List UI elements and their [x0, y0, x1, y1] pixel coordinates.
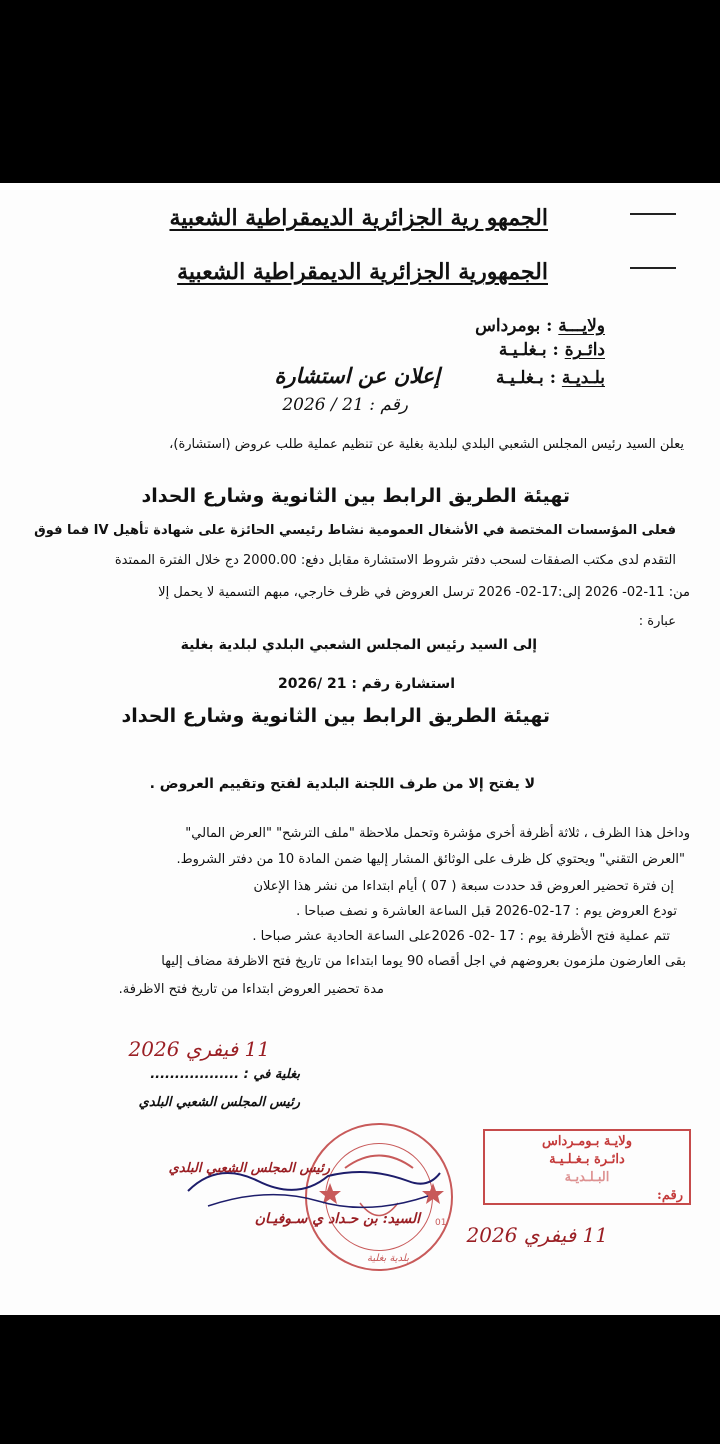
paragraph3-line1: إن فترة تحضير العروض قد حددت سبعة ( 07 ) أيام ابتداءا من نشر هذا الإعلان [253, 879, 674, 894]
paragraph4-line1: بقى العارضون ملزمون بعروضهم في اجل أقصاه 90 يوما ابتداءا من تاريخ فتح الاظرفة مضاف إليها [161, 954, 686, 969]
handwritten-date: 11 فيفري 2026 [128, 1037, 270, 1061]
header-dash-2 [630, 267, 676, 269]
administrative-stamp [483, 1129, 691, 1205]
header-dash-1 [630, 213, 676, 215]
paragraph1-line4: عبارة : [638, 614, 676, 629]
paragraph1-line3: من: 11-02- 2026 إلى:17-02- 2026 ترسل العروض في ظرف خارجي، مبهم التسمية لا يحمل إلا [158, 585, 690, 600]
paragraph1-line1: فعلى المؤسسات المختصة في الأشغال العمومية نشاط رئيسي الحائزة على شهادة تأهيل IV فما فوق [34, 523, 676, 538]
signature-role: رئيس المجلس الشعبي البلدي [168, 1161, 330, 1176]
intro-text: يعلن السيد رئيس المجلس الشعبي البلدي لبلدية بغلية عن تنظيم عملية طلب عروض (استشارة)، [169, 437, 684, 452]
header-republic-line-2: الجمهورية الجزائرية الديمقراطية الشعبية [177, 259, 548, 285]
paragraph2-line1: وداخل هذا الظرف ، ثلاثة أظرفة أخرى مؤشرة وتحمل ملاحظة "ملف الترشح" "العرض المالي" [185, 826, 690, 841]
daira-key: دائـرة [564, 340, 605, 360]
document-page [0, 183, 720, 1315]
baladia-value: : بـغلـيـة [496, 368, 556, 388]
stamp-line-number: رقم: [657, 1188, 683, 1203]
paragraph3-line2: تودع العروض يوم : 17-02-2026 قبل الساعة العاشرة و نصف صباحا . [296, 904, 677, 919]
announcement-number: رقم : 21 / 2026 [282, 395, 408, 415]
signature-name: السيد: بن حـداد ي سـوفيـان [254, 1211, 420, 1227]
signatory-title: رئيس المجلس الشعبي البلدي [138, 1095, 300, 1110]
wilaya-key: ولايـــة [558, 316, 605, 336]
stamp-handwritten-date: 11 فيفري 2026 [466, 1223, 608, 1247]
project-title-2: تهيئة الطريق الرابط بين الثانوية وشارع الحداد [121, 705, 550, 727]
place-date-line: بغلية في : .................. [150, 1067, 300, 1082]
announcement-title: إعلان عن استشارة [274, 363, 440, 388]
project-title: تهيئة الطريق الرابط بين الثانوية وشارع الحداد [141, 485, 570, 507]
paragraph1-line2: التقدم لدى مكتب الصفقات لسحب دفتر شروط الاستشارة مقابل دفع: 2000.00 دج خلال الفترة الممتدة [114, 553, 676, 568]
seal-bottom-text: بلدية بغلية [367, 1253, 409, 1264]
stamp-line-daira: دائـرة بـغـلـيـة [549, 1152, 625, 1167]
paragraph3-line3: تتم عملية فتح الأظرفة يوم : 17 -02- 2026على الساعة الحادية عشر صباحا . [252, 929, 670, 944]
stamp-line-wilaya: ولايـة بـومـرداس [542, 1134, 632, 1149]
paragraph2-line2: "العرض التقني" ويحتوي كل ظرف على الوثائق المشار إليها ضمن المادة 10 من دفتر الشروط. [176, 852, 685, 867]
baladia-key: بلـديـة [561, 368, 605, 388]
seal-code: 01 [435, 1218, 447, 1228]
paragraph4-line2: مدة تحضير العروض ابتداءا من تاريخ فتح الاظرفة. [118, 982, 384, 997]
daira-value: : بـغلـيـة [498, 340, 559, 360]
consultation-number: استشارة رقم : 21 /2026 [278, 676, 455, 692]
baladia-line [496, 368, 605, 388]
to-president-line: إلى السيد رئيس المجلس الشعبي البلدي لبلدية بغلية [180, 637, 537, 653]
no-open-notice: لا يفتح إلا من طرف اللجنة البلدية لفتح وتقييم العروض . [149, 776, 535, 792]
header-republic-line-1: الجمهو رية الجزائرية الديمقراطية الشعبية [169, 205, 548, 231]
wilaya-value: : بومرداس [475, 316, 553, 336]
stamp-line-baladia: البـلـديـة [564, 1170, 610, 1185]
wilaya-line [475, 316, 605, 336]
daira-line [499, 340, 605, 360]
